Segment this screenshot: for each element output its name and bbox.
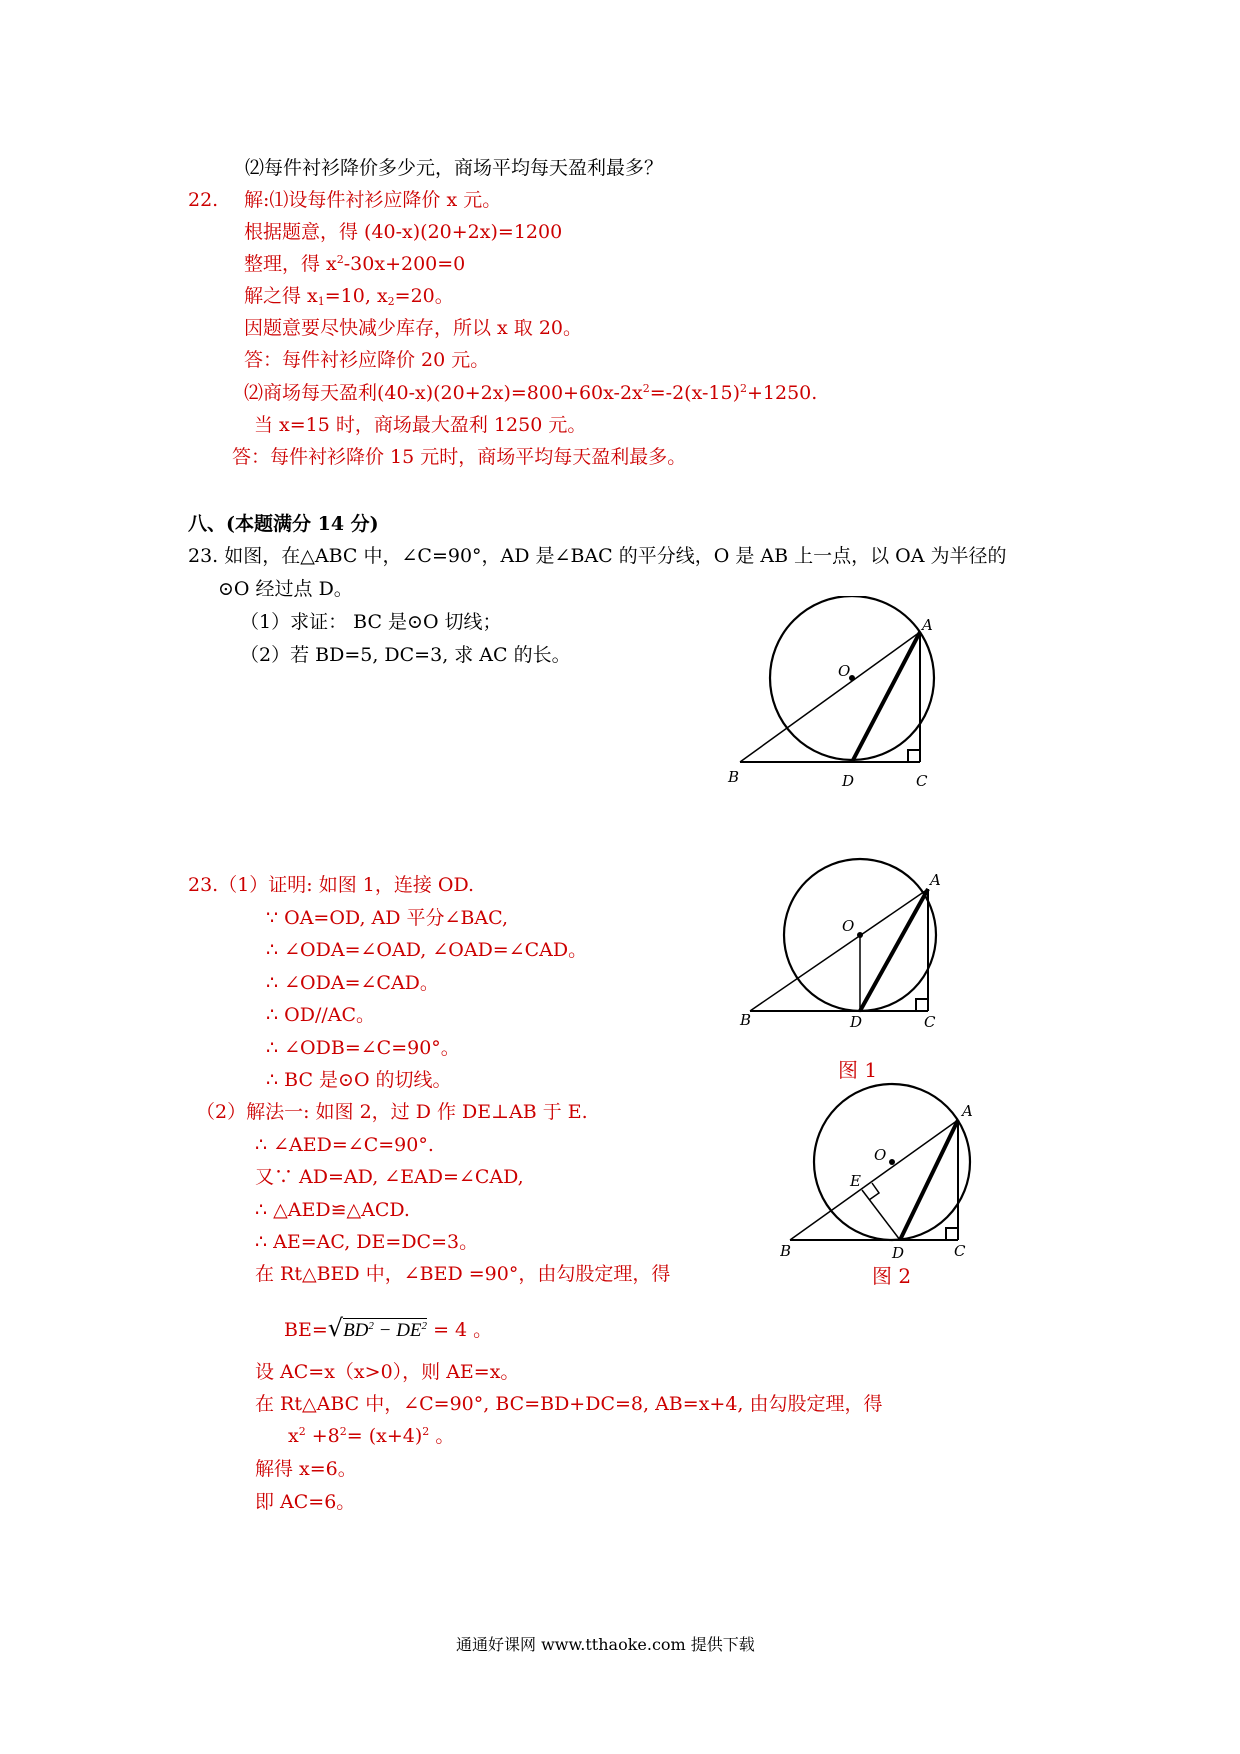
sol23-line16: $x^2 +8^2= (x+4)^2$ 。 [288,1425,455,1447]
figure-1 [738,855,968,1035]
sol23-line14: 设 AC=x（x>0），则 AE=x。 [255,1361,520,1383]
sol23-line10: 又∵ AD=AD, ∠EAD=∠CAD, [255,1166,524,1188]
q22-line3: 整理，得 $x^2-30x+200=0$ [244,253,466,275]
label-c: C [916,772,928,790]
sol23-line5: ∴ OD//AC。 [266,1004,375,1026]
sol23-line8: （2）解法一: 如图 2，过 D 作 DE⊥AB 于 E. [196,1101,588,1123]
sol23-line11: ∴ △AED≌△ACD. [255,1199,410,1221]
label-o: O [838,662,851,680]
sol23-line12: ∴ AE=AC, DE=DC=3。 [255,1231,479,1253]
segment-ad [852,632,920,762]
q22-line2: 根据题意，得 (40-x)(20+2x)=1200 [244,221,563,243]
q23-line1: 23. 如图，在△ABC 中，∠C=90°，AD 是∠BAC 的平分线，O 是 AB 上一点，以 OA 为半径的 [188,545,1007,567]
label-a: A [922,616,933,634]
fig1-label-c: C [924,1013,936,1031]
fig1-label-o: O [842,917,855,935]
q22-line4: 解之得 $x_1=10$, $x_2=20$。 [244,285,454,308]
fig2-caption: 图 2 [872,1264,912,1288]
q22-line5: 因题意要尽快减少库存，所以 x 取 20。 [244,317,583,339]
fig2-label-e: E [850,1172,861,1190]
q22-line8: 当 x=15 时，商场最大盈利 1250 元。 [254,414,587,436]
sol23-line2: ∵ OA=OD, AD 平分∠BAC, [266,907,509,929]
sol23-line4: ∴ ∠ODA=∠CAD。 [266,972,439,994]
fig1-label-d: D [850,1013,863,1031]
fig2-label-o: O [874,1146,887,1164]
q22-number: 22. [188,189,219,211]
q23-line2: ⊙O 经过点 D。 [218,578,353,600]
sol23-line18: 即 AC=6。 [255,1491,356,1513]
sol23-line7: ∴ BC 是⊙O 的切线。 [266,1069,452,1091]
sol23-line17: 解得 x=6。 [255,1458,357,1480]
label-b: B [728,768,740,786]
problem-figure [720,596,980,796]
fig2-label-d: D [892,1244,905,1262]
q22-line6: 答：每件衬衫应降价 20 元。 [244,349,490,371]
sol23-line6: ∴ ∠ODB=∠C=90°。 [266,1037,460,1059]
figure-2 [780,1082,990,1262]
q23-part2: （2）若 BD=5, DC=3, 求 AC 的长。 [240,644,571,666]
right-angle-mark [908,750,920,762]
q23-part1: （1）求证： BC 是⊙O 切线； [240,611,502,633]
q21-part2: ⑵每件衬衫降价多少元，商场平均每天盈利最多？ [245,157,664,179]
footer-text: 通通好课网 www.tthaoke.com 提供下载 [456,1635,755,1654]
sol23-line1: 23.（1）证明: 如图 1，连接 OD. [188,874,475,896]
sol23-line3: ∴ ∠ODA=∠OAD, ∠OAD=∠CAD。 [266,939,588,961]
q22-line7: ⑵商场每天盈利$(40-x)(20+2x)=800+60x-2x^2=-2(x-15)^2+1250$. [244,382,818,404]
fig1-label-b: B [740,1011,752,1029]
be-formula: $BE=√BD^2 - DE^2 = 4$ 。 [284,1314,493,1342]
segment-ab [740,632,920,762]
q22-line1: 解:⑴设每件衬衫应降价 x 元。 [244,189,502,211]
label-d: D [842,772,855,790]
sol23-line15: 在 Rt△ABC 中，∠C=90°, BC=BD+DC=8, AB=x+4, 由勾股定理，得 [255,1393,883,1415]
sol23-line13: 在 Rt△BED 中，∠BED =90°，由勾股定理，得 [255,1263,671,1285]
sol23-line9: ∴ ∠AED=∠C=90°. [255,1134,434,1156]
fig2-label-b: B [780,1242,792,1260]
fig2-label-a: A [962,1102,973,1120]
section-8-heading: 八、(本题满分 14 分) [188,513,379,535]
fig2-label-c: C [954,1242,966,1260]
q22-line9: 答：每件衬衫降价 15 元时，商场平均每天盈利最多。 [232,446,687,468]
fig1-label-a: A [930,871,941,889]
fig1-caption: 图 1 [838,1058,878,1082]
